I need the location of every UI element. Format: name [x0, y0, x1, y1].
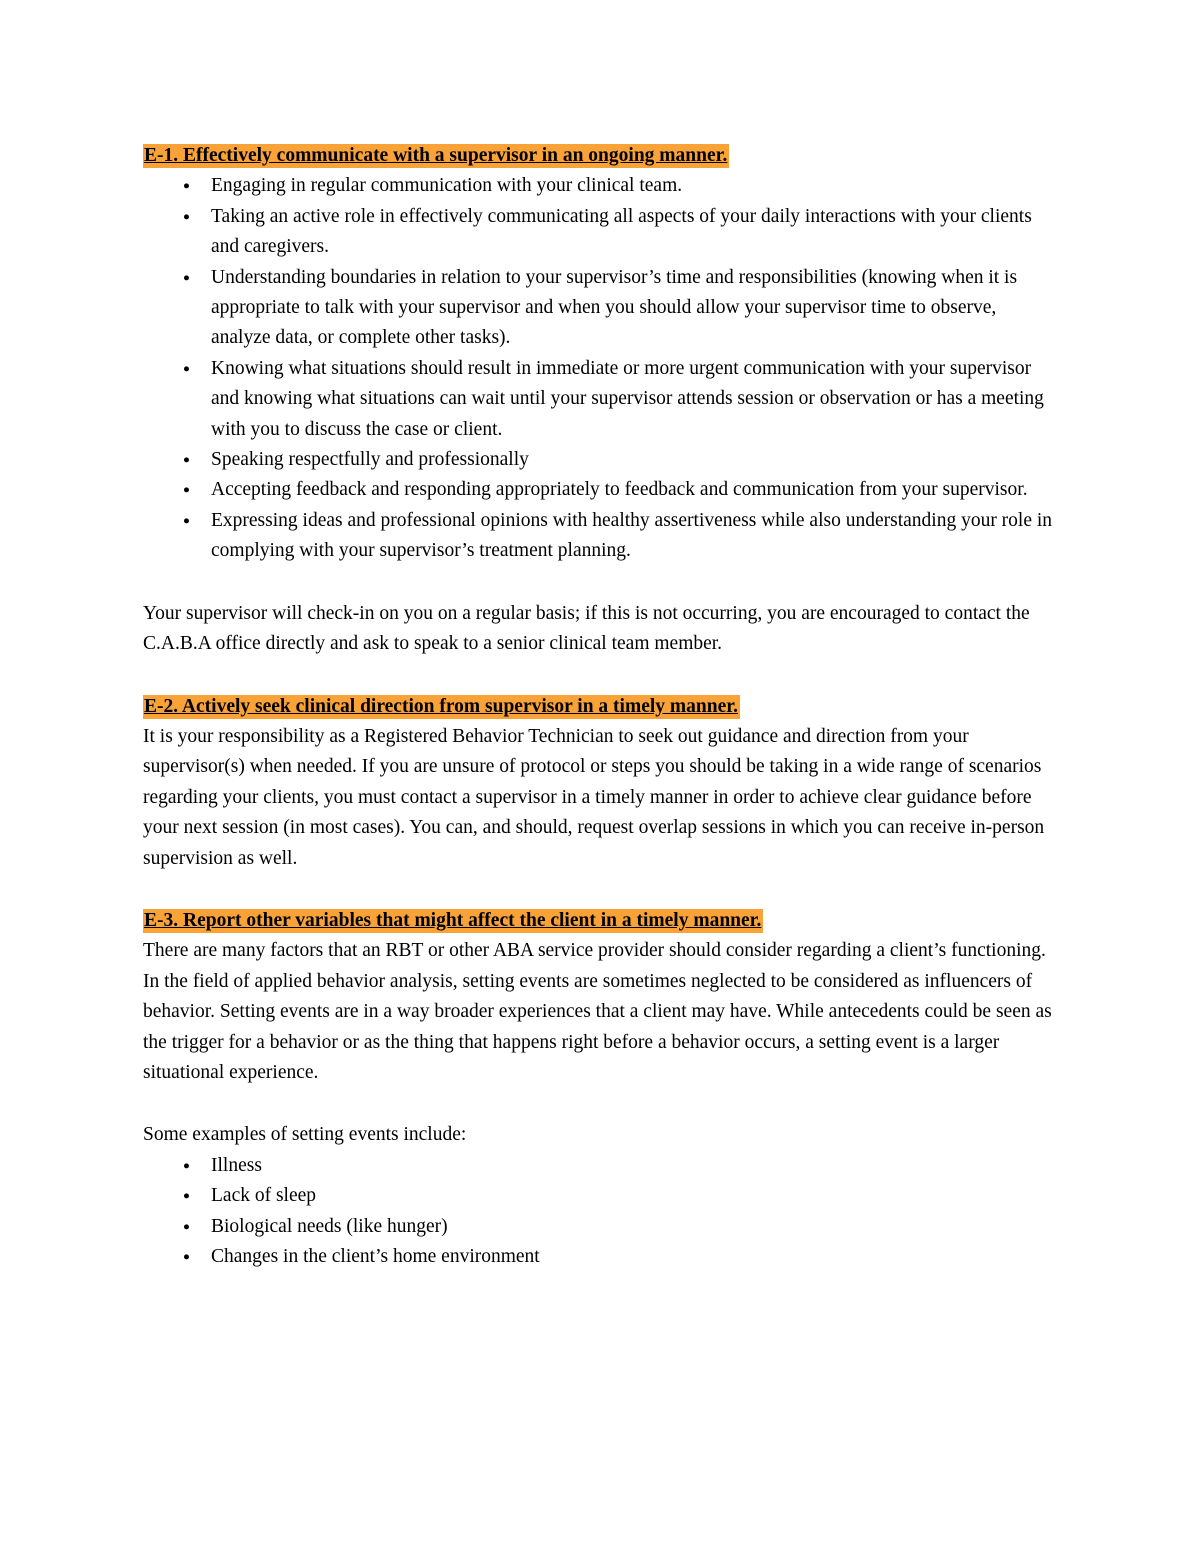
bullet-item: ● Accepting feedback and responding appropriately to feedback and communication from your supervisor.	[183, 475, 1054, 505]
bullet-item: ● Taking an active role in effectively communicating all aspects of your daily interactions with your clients and caregivers.	[183, 202, 1054, 263]
section-e2-heading-line	[143, 692, 1054, 722]
bullet-item: ● Understanding boundaries in relation to your supervisor’s time and responsibilities (knowing when it is appropriate to talk with your supervisor and when you should allow your supervisor time to observe, analyze data, or complete other tasks).	[183, 263, 1054, 354]
section-e1-paragraph: Your supervisor will check-in on you on a regular basis; if this is not occurring, you are encouraged to contact the C.A.B.A office directly and ask to speak to a senior clinical team member.	[143, 602, 1030, 655]
bullet-item: ● Expressing ideas and professional opinions with healthy assertiveness while also understanding your role in complying with your supervisor’s treatment planning.	[183, 506, 1054, 567]
section-e2	[143, 692, 1054, 874]
section-e3-examples-intro: Some examples of setting events include:	[143, 1124, 467, 1146]
section-e3-paragraph: There are many factors that an RBT or other ABA service provider should consider regarding a client’s functioning. In the field of applied behavior analysis, setting events are sometimes neglected to be considered as influencers of behavior. Setting events are in a way broader experiences that a client may have. While antecedents could be seen as the trigger for a behavior or as the thing that happens right before a behavior occurs, a setting event is a larger situational experience.	[143, 940, 1052, 1083]
section-e1-heading: E-1. Effectively communicate with a supervisor in an ongoing manner.	[144, 145, 728, 166]
bullet-item: ● Engaging in regular communication with your clinical team.	[183, 171, 1054, 201]
bullet-item: ● Changes in the client’s home environment	[183, 1242, 1054, 1272]
section-e3-heading-line	[143, 906, 1054, 936]
bullet-item: ● Speaking respectfully and professionally	[183, 445, 1054, 475]
section-e3-heading: E-3. Report other variables that might affect the client in a timely manner.	[144, 909, 762, 931]
section-e1-bullet-list	[143, 171, 1054, 566]
section-e1	[143, 141, 1054, 660]
section-e3-examples-list	[143, 1151, 1054, 1273]
bullet-item: ● Biological needs (like hunger)	[183, 1212, 1054, 1242]
section-e3	[143, 906, 1054, 1272]
bullet-item: ● Knowing what situations should result in immediate or more urgent communication with your supervisor and knowing what situations can wait until your supervisor attends session or observation or has a meeting with you to discuss the case or client.	[183, 354, 1054, 445]
section-e2-heading: E-2. Actively seek clinical direction from supervisor in a timely manner.	[144, 695, 738, 717]
bullet-item: ● Lack of sleep	[183, 1181, 1054, 1211]
bullet-item: ● Illness	[183, 1151, 1054, 1181]
section-e1-heading-line	[143, 141, 1054, 171]
section-e2-paragraph: It is your responsibility as a Registered Behavior Technician to seek out guidance and direction from your supervisor(s) when needed. If you are unsure of protocol or steps you should be taking in a wide range of scenarios regarding your clients, you must contact a supervisor in a timely manner in order to achieve clear guidance before your next session (in most cases). You can, and should, request overlap sessions in which you can receive in-person supervision as well.	[143, 725, 1045, 869]
